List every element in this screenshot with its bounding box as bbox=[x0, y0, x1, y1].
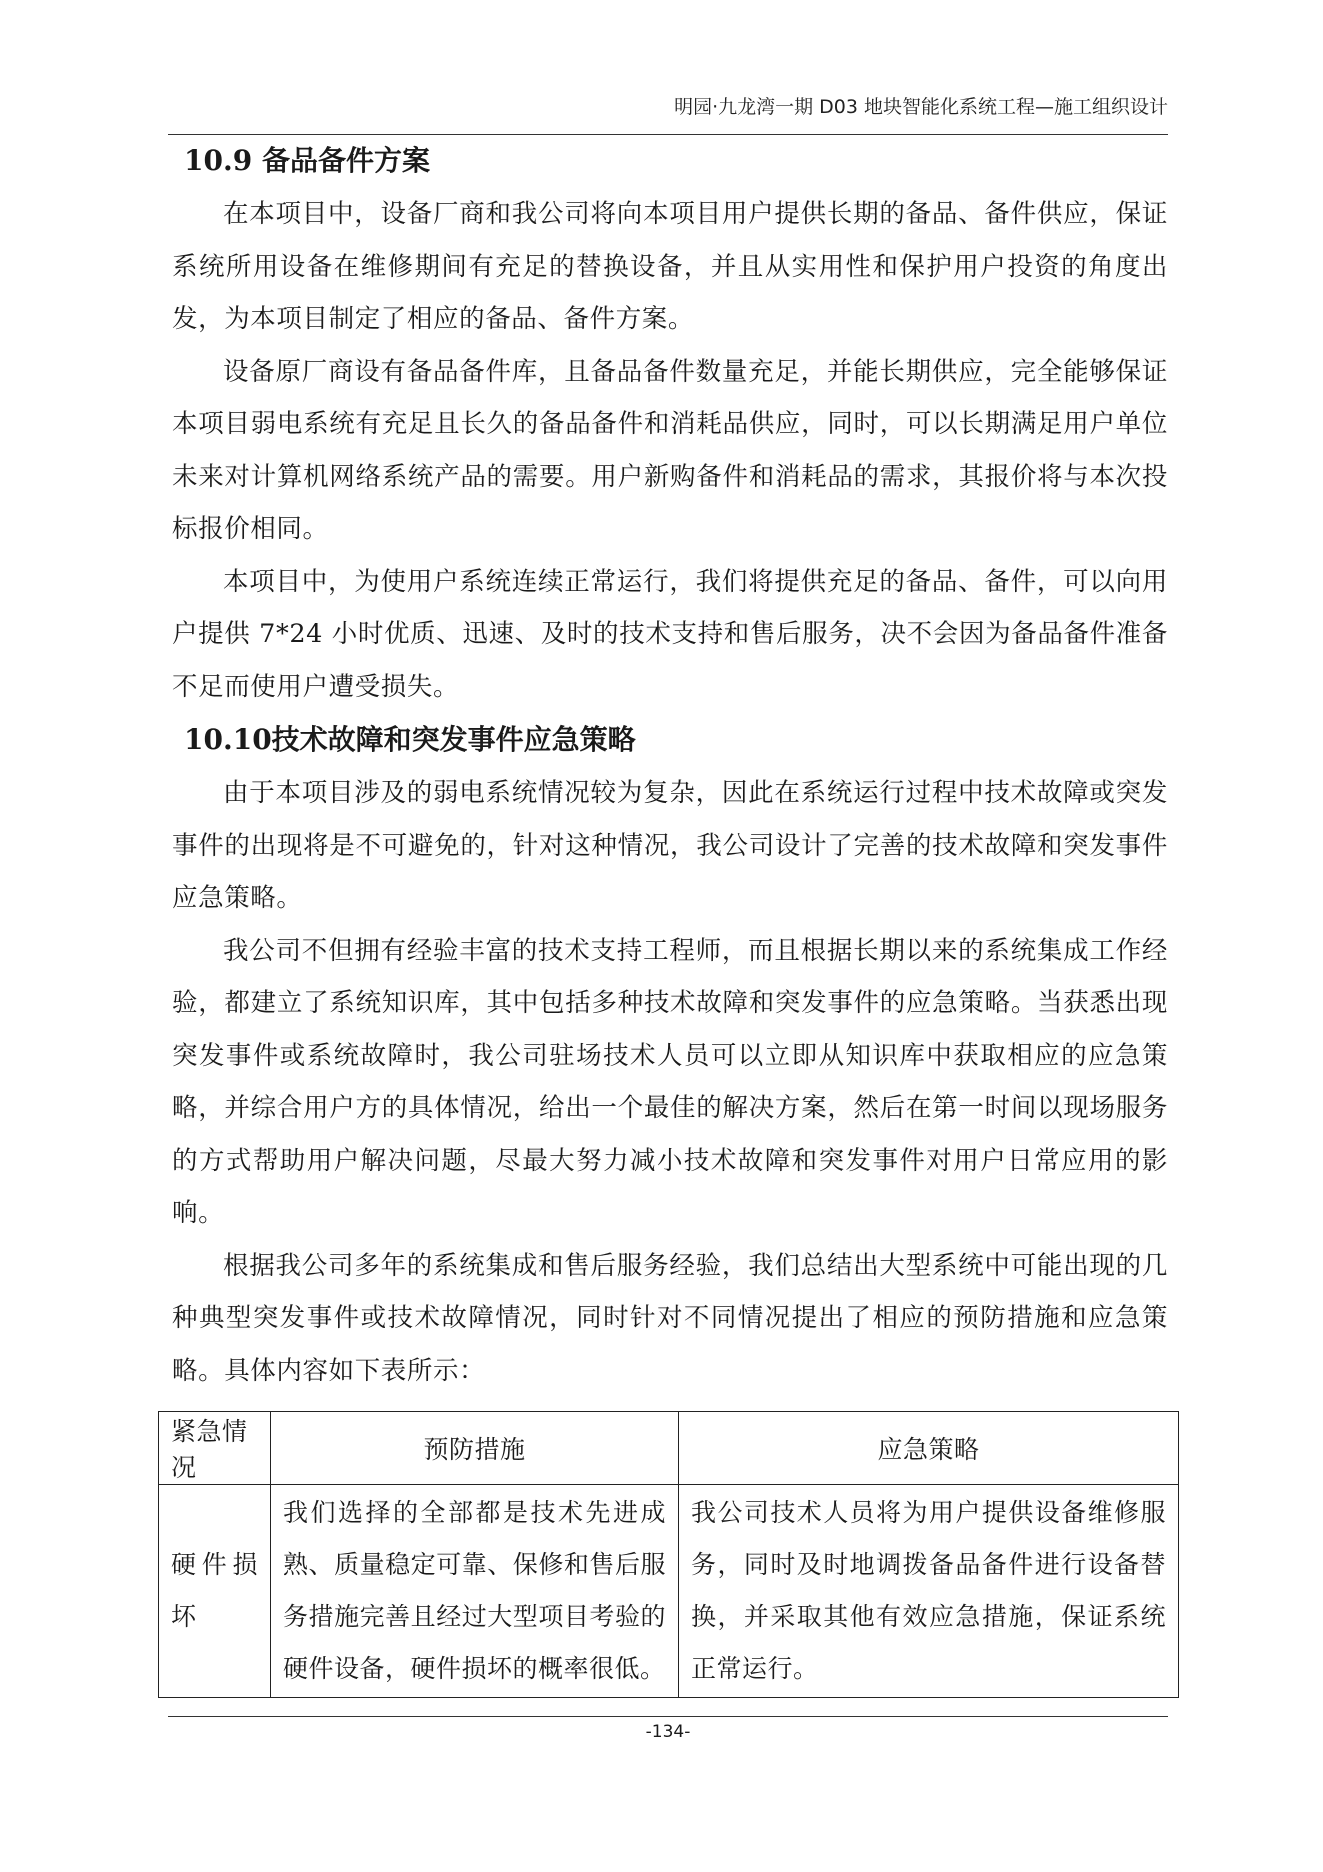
table-header-row bbox=[159, 1412, 1179, 1485]
cell-response: 我公司技术人员将为用户提供设备维修服务，同时及时地调拨备品备件进行设备替换，并采取其他有效应急措施，保证系统正常运行。 bbox=[679, 1485, 1179, 1698]
page-header bbox=[168, 90, 1168, 135]
paragraph: 设备原厂商设有备品备件库，且备品备件数量充足，并能长期供应，完全能够保证本项目弱电系统有充足且长久的备品备件和消耗品供应，同时，可以长期满足用户单位未来对计算机网络系统产品的需要。用户新购备件和消耗品的需求，其报价将与本次投标报价相同。 bbox=[172, 356, 1168, 544]
cell-prevention: 我们选择的全部都是技术先进成熟、质量稳定可靠、保修和售后服务措施完善且经过大型项目考验的硬件设备，硬件损坏的概率很低。 bbox=[271, 1485, 679, 1698]
table-row bbox=[159, 1485, 1179, 1698]
emergency-strategy-table bbox=[158, 1411, 1179, 1698]
column-header-response: 应急策略 bbox=[679, 1412, 1179, 1485]
paragraph: 由于本项目涉及的弱电系统情况较为复杂，因此在系统运行过程中技术故障或突发事件的出现将是不可避免的，针对这种情况，我公司设计了完善的技术故障和突发事件应急策略。 bbox=[172, 778, 1168, 913]
paragraph: 本项目中，为使用户系统连续正常运行，我们将提供充足的备品、备件，可以向用户提供 7*24 小时优质、迅速、及时的技术支持和售后服务，决不会因为备品备件准备不足而使用户遭受损失。 bbox=[172, 566, 1168, 702]
paragraph: 我公司不但拥有经验丰富的技术支持工程师，而且根据长期以来的系统集成工作经验，都建立了系统知识库，其中包括多种技术故障和突发事件的应急策略。当获悉出现突发事件或系统故障时，我公司驻场技术人员可以立即从知识库中获取相应的应急策略，并综合用户方的具体情况，给出一个最佳的解决方案，然后在第一时间以现场服务的方式帮助用户解决问题，尽最大努力减小技术故障和突发事件对用户日常应用的影响。 bbox=[172, 935, 1168, 1228]
column-header-situation: 紧急情况 bbox=[159, 1412, 271, 1485]
page-number: -134- bbox=[645, 1722, 691, 1742]
document-body bbox=[172, 134, 1168, 1397]
footer-divider bbox=[168, 1716, 1168, 1717]
paragraph: 在本项目中，设备厂商和我公司将向本项目用户提供长期的备品、备件供应，保证系统所用设备在维修期间有充足的替换设备，并且从实用性和保护用户投资的角度出发，为本项目制定了相应的备品、备件方案。 bbox=[172, 199, 1168, 334]
document-title: 明园·九龙湾一期 D03 地块智能化系统工程—施工组织设计 bbox=[674, 96, 1168, 118]
column-header-prevention: 预防措施 bbox=[271, 1412, 679, 1485]
paragraph: 根据我公司多年的系统集成和售后服务经验，我们总结出大型系统中可能出现的几种典型突发事件或技术故障情况，同时针对不同情况提出了相应的预防措施和应急策略。具体内容如下表所示： bbox=[172, 1250, 1168, 1386]
cell-situation: 硬件损坏 bbox=[159, 1485, 271, 1698]
section-heading-spare-parts: 10.9 备品备件方案 bbox=[184, 144, 430, 177]
section-heading-emergency-strategy: 10.10技术故障和突发事件应急策略 bbox=[184, 723, 636, 756]
